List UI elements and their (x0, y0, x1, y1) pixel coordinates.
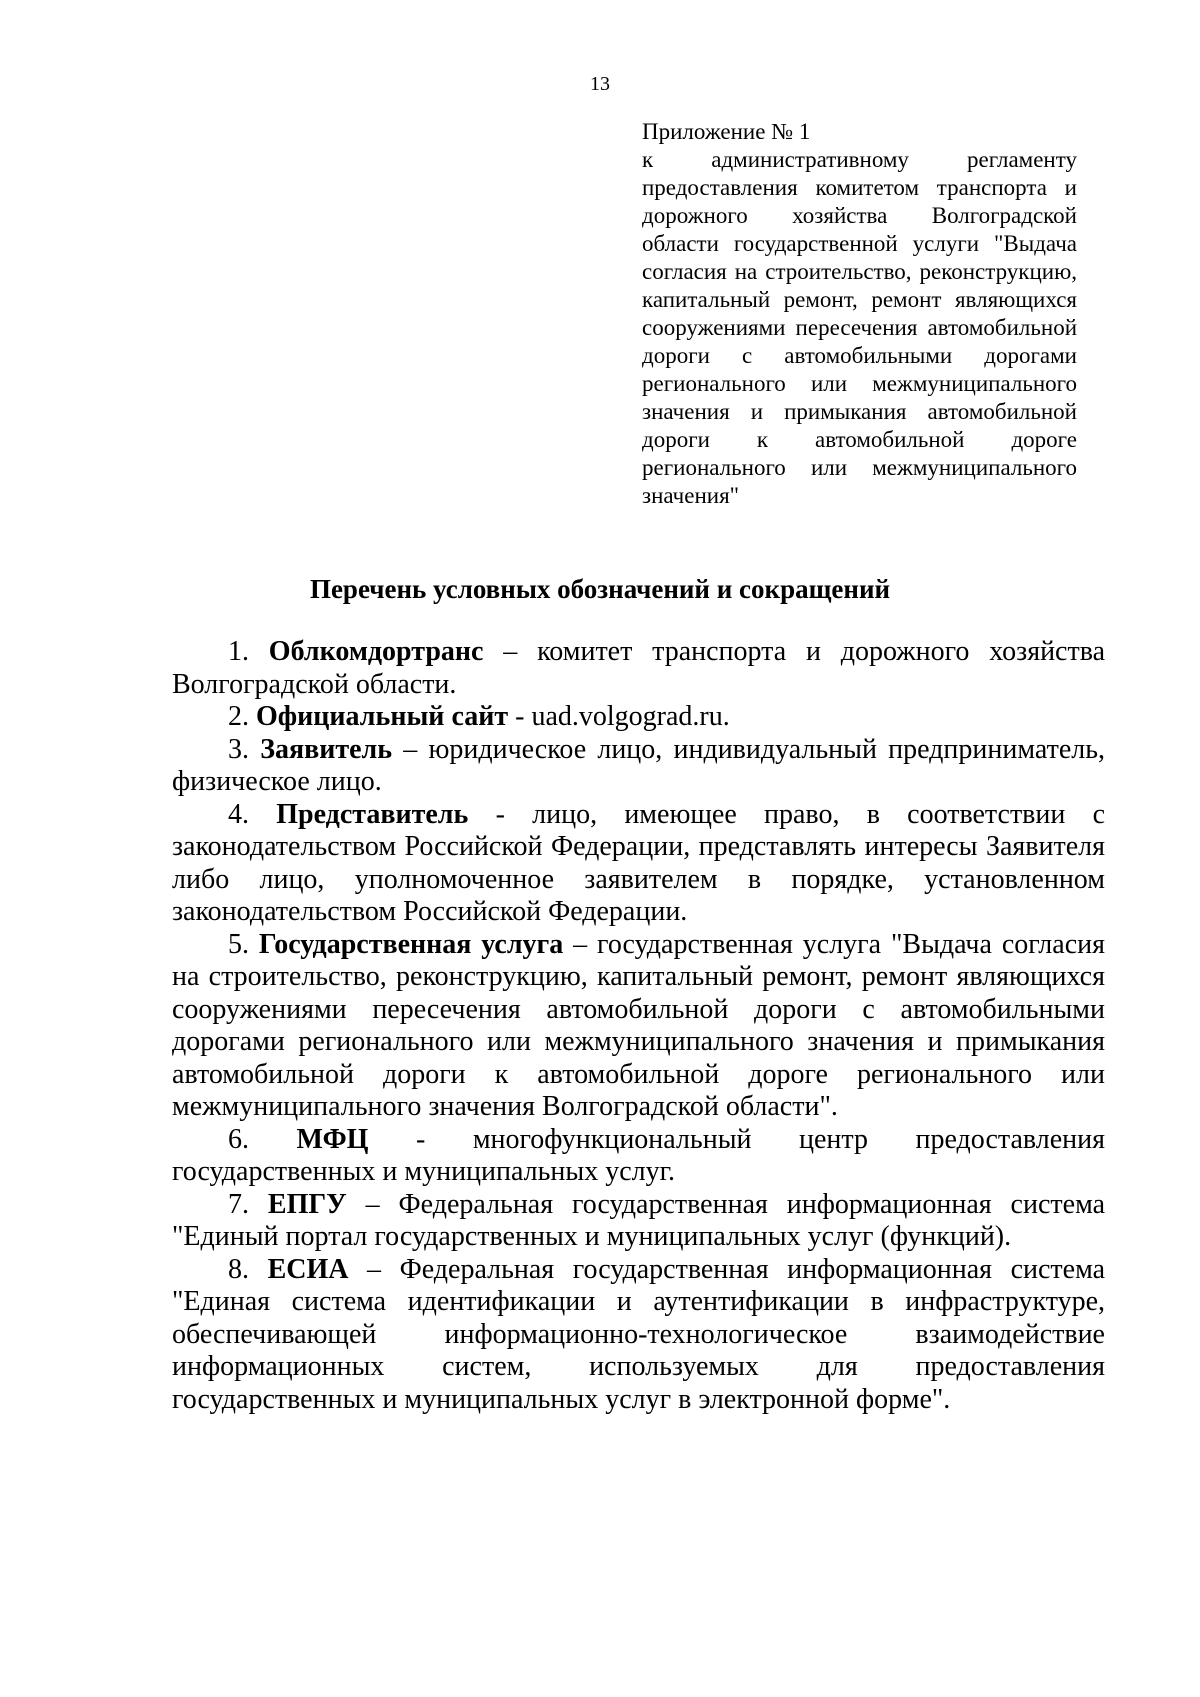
appendix-text: к административному регламенту предоставления комитетом транспорта и дорожного хозяйства Волгоградской области государственной услуги "Выдача согласия на строительство, реконструкцию, капитальный ремонт, ремонт являющихся сооружениями пересечения автомобильной дороги с автомобильными дорогами регионального или межмуниципального значения и примыкания автомобильной дороги к автомобильной дороге регионального или межмуниципального значения" (642, 147, 1077, 508)
definition-number: 5. (228, 928, 249, 960)
appendix-header (642, 118, 1077, 510)
definition-separator: – (403, 733, 418, 765)
definition-item-8 (172, 1254, 1105, 1417)
definition-term: ЕСИА (267, 1253, 349, 1285)
definition-item-7 (172, 1189, 1105, 1254)
definition-item-4 (172, 799, 1105, 929)
definitions-list (172, 636, 1105, 1416)
definition-separator: – (367, 1253, 382, 1285)
definition-text: Федеральная государственная информационная система "Единая система идентификации и аутентификации в инфраструктуре, обеспечивающей информационно-технологическое взаимодействие информационных систем, используемых для предоставления государственных и муниципальных услуг в электронной форме". (172, 1253, 1106, 1415)
definition-text: лицо, имеющее право, в соответствии с законодательством Российской Федерации, представлять интересы Заявителя либо лицо, уполномоченное заявителем в порядке, установленном законодательством Российской Федерации. (172, 798, 1106, 927)
appendix-title: Приложение № 1 (642, 119, 811, 144)
definition-number: 6. (228, 1123, 249, 1155)
definition-item-2 (172, 701, 1105, 734)
definition-separator: - (515, 701, 525, 732)
definition-term: Облкомдортранс (268, 636, 484, 667)
definition-item-6 (172, 1124, 1105, 1189)
definition-item-3 (172, 734, 1105, 799)
definition-number: 7. (228, 1188, 249, 1220)
definition-text: государственная услуга "Выдача согласия на строительство, реконструкцию, капитальный ремонт, ремонт являющихся сооружениями пересечения автомобильной дороги с автомобильными дорогами регионального или межмуниципального значения и примыкания автомобильной дороги к автомобильной дороге регионального или межмуниципального значения Волгоградской области". (172, 928, 1106, 1122)
definition-number: 3. (228, 733, 249, 765)
definition-text: uad.volgograd.ru. (531, 701, 730, 732)
definition-term: МФЦ (296, 1123, 369, 1155)
definition-separator: – (503, 636, 518, 667)
definition-number: 2. (228, 701, 249, 732)
definition-separator: – (365, 1188, 380, 1220)
definition-separator: - (415, 1123, 426, 1155)
page-number: 13 (590, 73, 610, 95)
definition-term: Государственная услуга (258, 928, 564, 960)
definition-text: Федеральная государственная информационная система "Единый портал государственных и муниципальных услуг (функций). (172, 1188, 1106, 1252)
definition-number: 4. (228, 798, 249, 830)
definition-term: Официальный сайт (256, 701, 509, 732)
definition-term: ЕПГУ (267, 1188, 347, 1220)
definition-item-5 (172, 929, 1105, 1124)
definition-separator: - (495, 798, 505, 830)
definition-text: юридическое лицо, индивидуальный предприниматель, физическое лицо. (172, 733, 1106, 797)
definition-term: Представитель (276, 798, 469, 830)
definition-separator: – (573, 928, 588, 960)
definition-text: многофункциональный центр предоставления государственных и муниципальных услуг. (172, 1123, 1106, 1187)
document-heading: Перечень условных обозначений и сокращений (309, 574, 891, 604)
definition-text: комитет транспорта и дорожного хозяйства Волгоградской области. (172, 636, 1106, 700)
definition-number: 8. (228, 1253, 249, 1285)
definition-term: Заявитель (260, 733, 393, 765)
definition-item-1 (172, 636, 1105, 701)
definition-number: 1. (228, 636, 249, 667)
